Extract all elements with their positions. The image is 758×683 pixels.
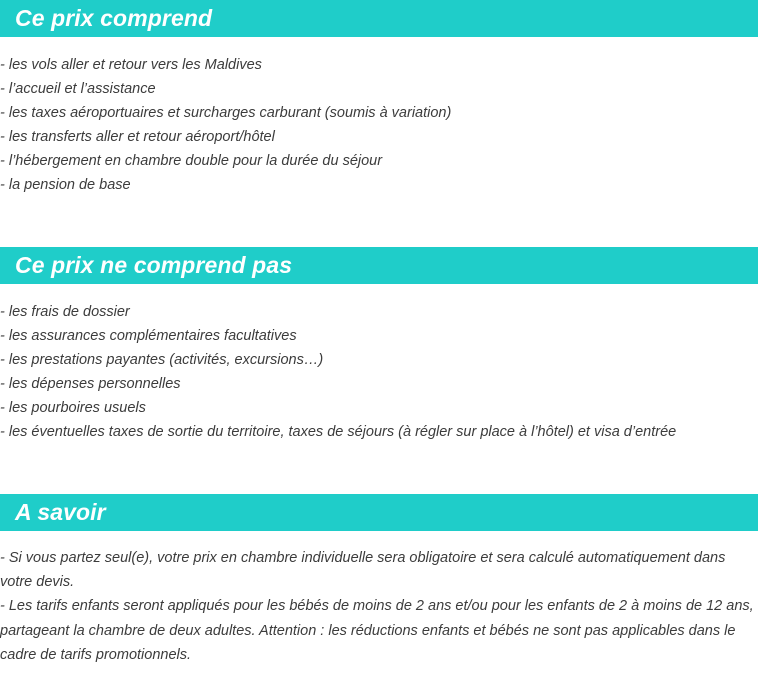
list-item: - l’hébergement en chambre double pour la durée du séjour <box>0 153 383 169</box>
list-item: - les dépenses personnelles <box>0 376 181 392</box>
excluded-list <box>0 300 758 444</box>
list-item: - les éventuelles taxes de sortie du territoire, taxes de séjours (à régler sur place à l’hôtel) et visa d’entrée <box>0 424 677 440</box>
info-paragraph-single-room: - Si vous partez seul(e), votre prix en chambre individuelle sera obligatoire et sera calculé automatiquement dans votre devis. <box>0 550 726 591</box>
info-paragraphs <box>0 546 758 667</box>
list-item: - les vols aller et retour vers les Maldives <box>0 57 262 73</box>
section-title: Ce prix ne comprend pas <box>15 252 293 278</box>
included-list <box>0 53 758 197</box>
list-item: - les prestations payantes (activités, excursions…) <box>0 352 324 368</box>
list-item: - les transferts aller et retour aéroport/hôtel <box>0 129 275 145</box>
list-item: - les taxes aéroportuaires et surcharges carburant (soumis à variation) <box>0 105 452 121</box>
section-title: A savoir <box>15 499 106 525</box>
section-price-includes <box>0 0 758 197</box>
section-header <box>0 0 758 37</box>
list-item: - la pension de base <box>0 177 131 193</box>
section-title: Ce prix comprend <box>15 5 213 31</box>
section-header <box>0 247 758 284</box>
info-paragraph-child-rates: - Les tarifs enfants seront appliqués pour les bébés de moins de 2 ans et/ou pour les enfants de 2 à moins de 12 ans, partageant la chambre de deux adultes. Attention : les réductions enfants et bébés ne sont pas applicables dans le cadre de tarifs promotionnels. <box>0 598 754 663</box>
section-good-to-know <box>0 494 758 667</box>
section-header <box>0 494 758 531</box>
section-price-excludes <box>0 247 758 444</box>
list-item: - l’accueil et l’assistance <box>0 81 156 97</box>
list-item: - les assurances complémentaires facultatives <box>0 328 297 344</box>
list-item: - les frais de dossier <box>0 304 130 320</box>
list-item: - les pourboires usuels <box>0 400 146 416</box>
